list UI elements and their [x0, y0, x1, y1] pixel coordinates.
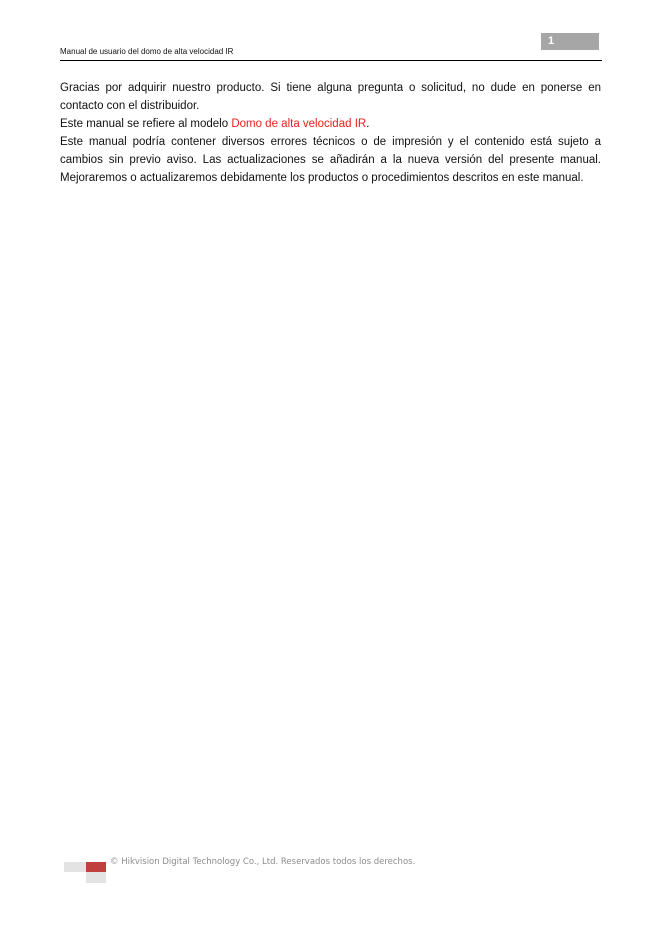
model-prefix: Este manual se refiere al modelo — [60, 118, 232, 130]
paragraph-model — [60, 115, 601, 133]
footer-logo-block-3 — [86, 872, 106, 883]
paragraph-thanks: Gracias por adquirir nuestro producto. Si tiene alguna pregunta o solicitud, no dude en ponerse en contacto con el distribuidor. — [60, 82, 601, 112]
footer-copyright: © Hikvision Digital Technology Co., Ltd. Reservados todos los derechos. — [110, 857, 416, 867]
header-divider — [60, 60, 602, 61]
page-number: 1 — [541, 33, 599, 50]
document-body — [60, 79, 601, 187]
model-name: Domo de alta velocidad IR — [231, 118, 367, 130]
model-suffix: . — [366, 118, 370, 130]
header-title: Manual de usuario del domo de alta velocidad IR — [60, 47, 234, 56]
footer-logo-block-2 — [86, 862, 106, 872]
paragraph-disclaimer: Este manual podría contener diversos errores técnicos o de impresión y el contenido está sujeto a cambios sin previo aviso. Las actualizaciones se añadirán a la nueva versión del presente manual. Mejoraremos o actualizaremos debidamente los productos o procedimientos descritos en este manual. — [60, 136, 601, 184]
footer-logo-block-1 — [64, 862, 86, 872]
